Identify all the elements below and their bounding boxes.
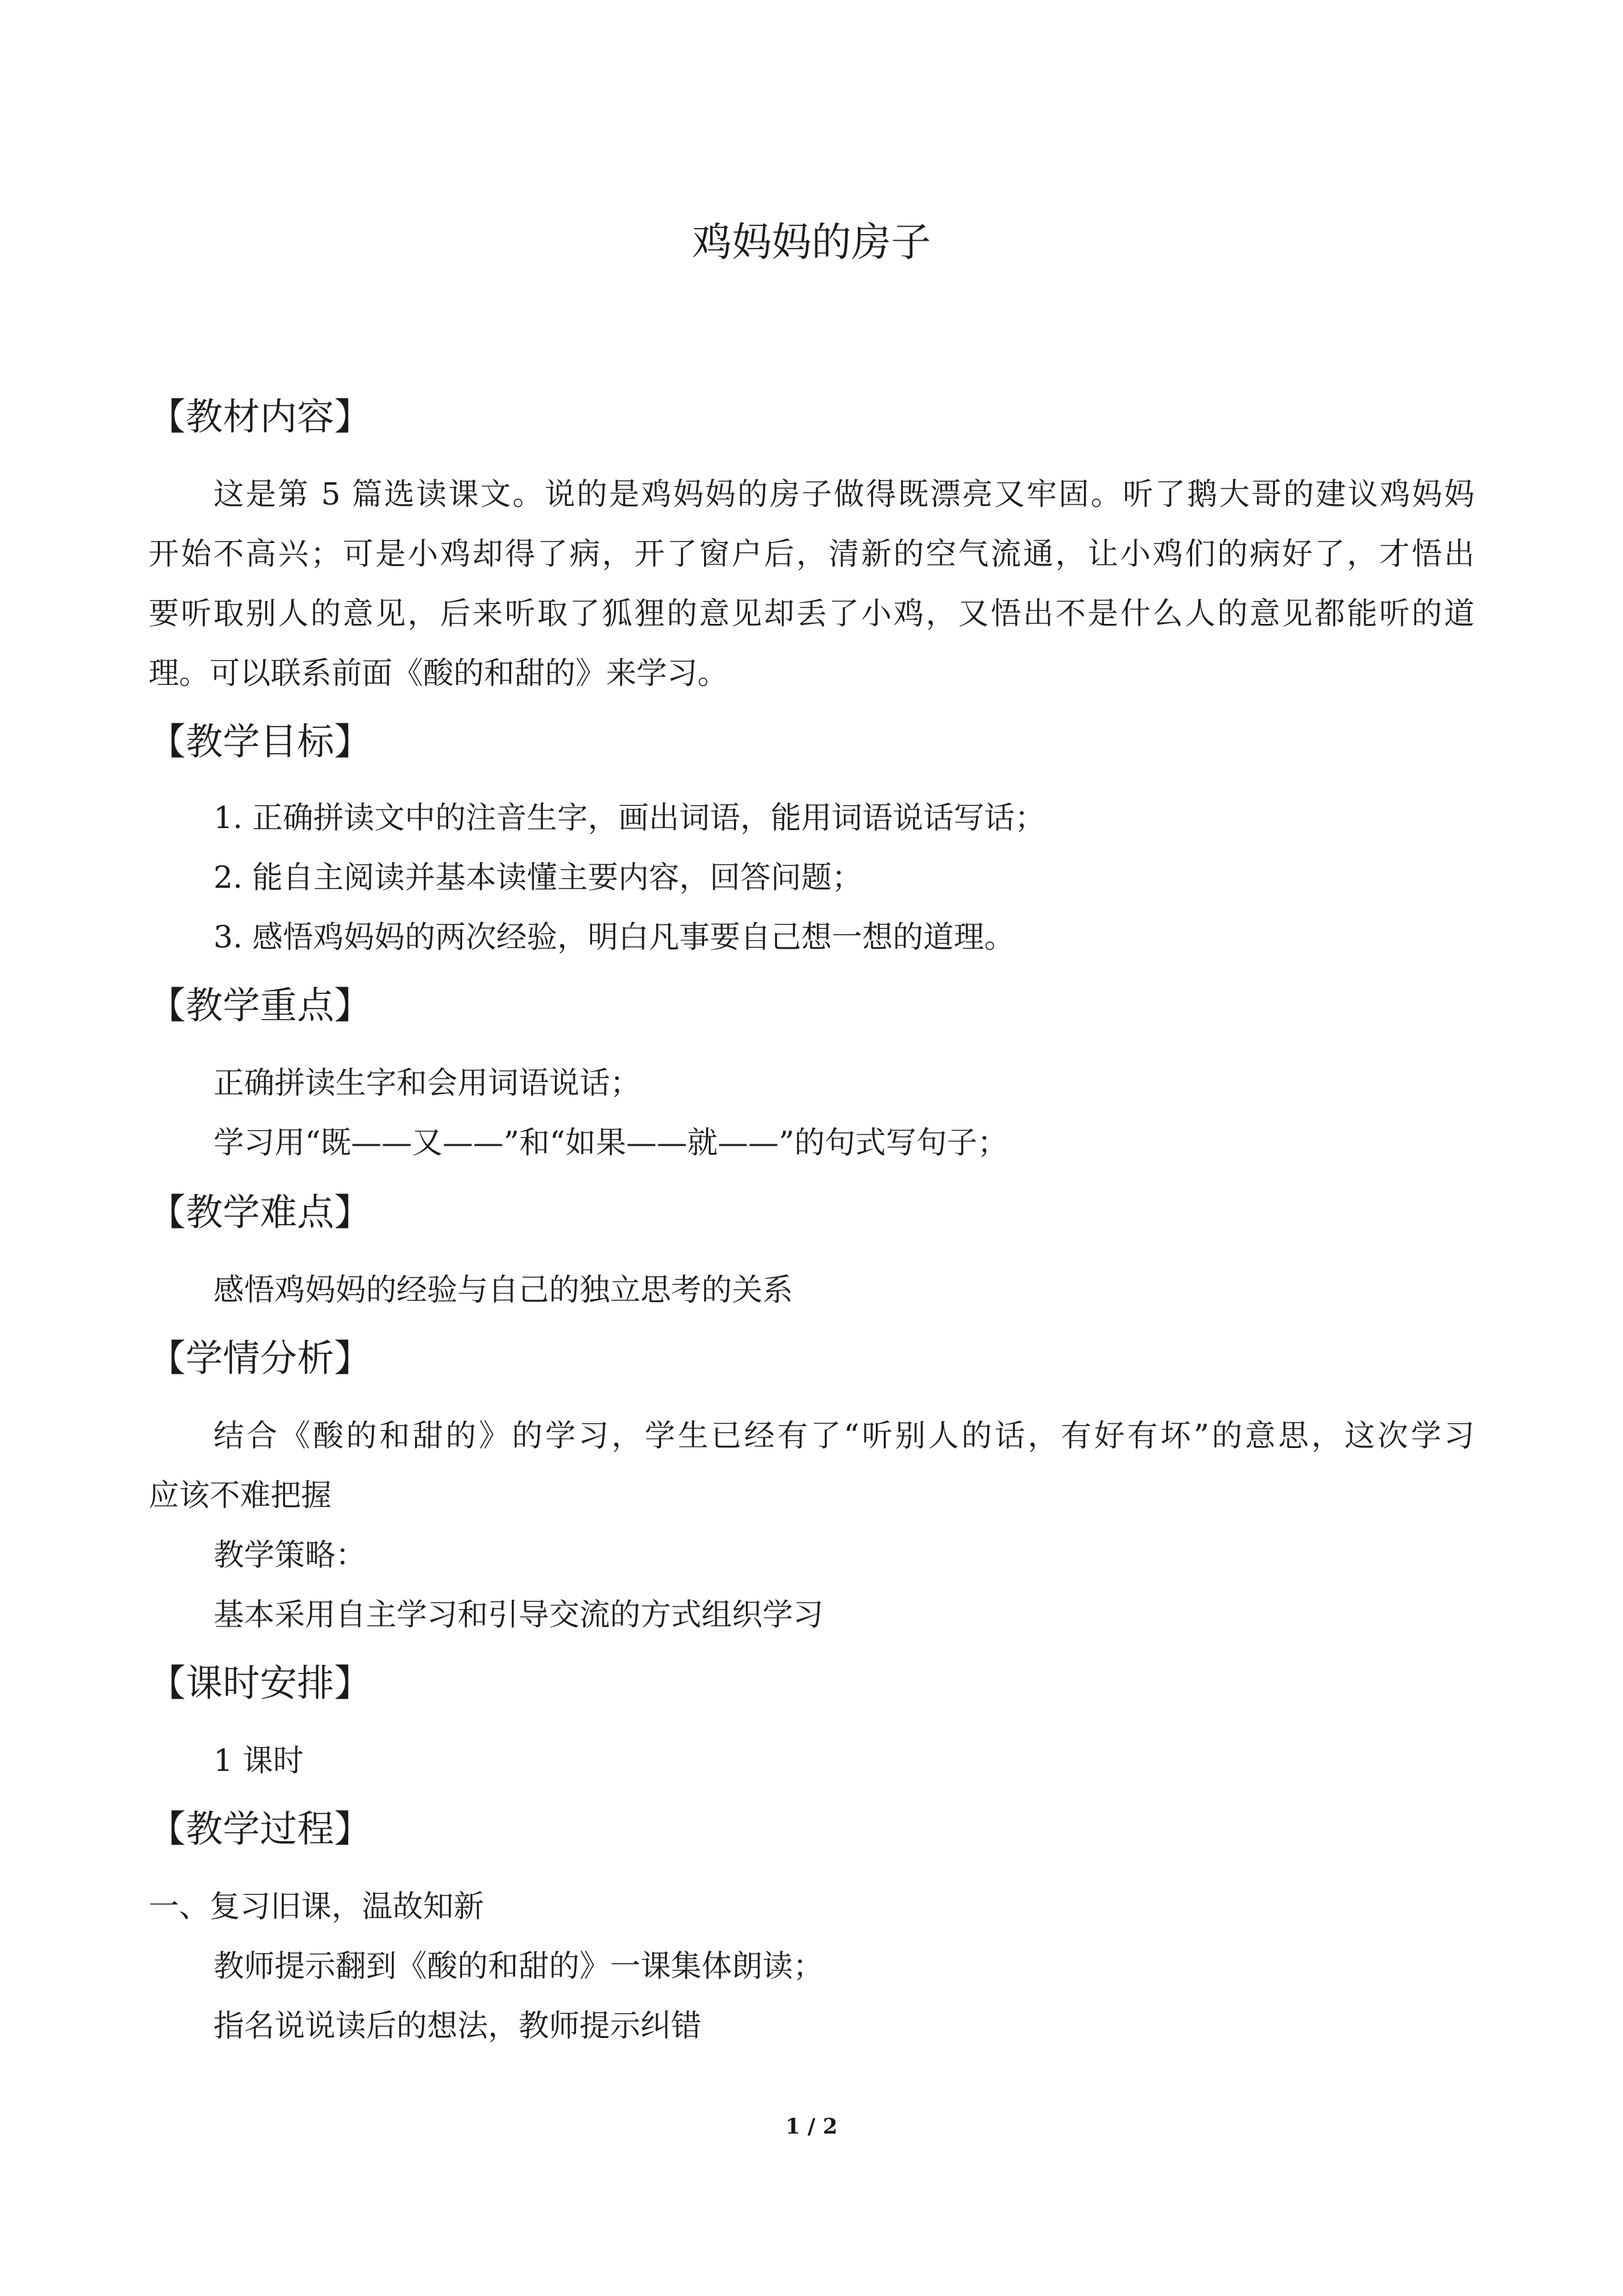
paragraph-line: 这是第 5 篇选读课文。说的是鸡妈妈的房子做得既漂亮又牢固。听了鹅大哥的建议鸡妈妈 xyxy=(213,476,1474,512)
paragraph-line: 应该不难把握 xyxy=(149,1477,331,1513)
paragraph-line: 感悟鸡妈妈的经验与自己的独立思考的关系 xyxy=(213,1272,793,1307)
section-heading-schedule: 【课时安排】 xyxy=(149,1662,371,1705)
section-heading-analysis: 【学情分析】 xyxy=(149,1337,371,1380)
section-heading-key-points: 【教学重点】 xyxy=(149,985,371,1028)
goal-item: 3. 感悟鸡妈妈的两次经验，明白凡事要自己想一想的道理。 xyxy=(213,919,1015,955)
paragraph-line: 理。可以联系前面《酸的和甜的》来学习。 xyxy=(149,655,728,691)
paragraph-line: 正确拼读生字和会用词语说话； xyxy=(213,1065,640,1101)
paragraph-line: 基本采用自主学习和引导交流的方式组织学习 xyxy=(213,1597,823,1632)
page-number: 1 / 2 xyxy=(785,2114,838,2139)
document-title: 鸡妈妈的房子 xyxy=(692,219,931,266)
paragraph-line: 教学策略： xyxy=(213,1537,366,1573)
paragraph-line: 结合《酸的和甜的》的学习，学生已经有了“听别人的话，有好有坏”的意思，这次学习 xyxy=(213,1418,1474,1453)
section-heading-content: 【教材内容】 xyxy=(149,396,371,439)
section-heading-difficulties: 【教学难点】 xyxy=(149,1191,371,1235)
section-heading-process: 【教学过程】 xyxy=(149,1808,371,1851)
paragraph-line: 1 课时 xyxy=(213,1742,304,1778)
paragraph-line: 要听取别人的意见，后来听取了狐狸的意见却丢了小鸡，又悟出不是什么人的意见都能听的道 xyxy=(149,595,1474,631)
goal-item: 1. 正确拼读文中的注音生字，画出词语，能用词语说话写话； xyxy=(213,800,1046,835)
section-heading-goals: 【教学目标】 xyxy=(149,721,371,764)
paragraph-line: 指名说说读后的想法，教师提示纠错 xyxy=(213,2008,701,2043)
process-step-heading: 一、复习旧课，温故知新 xyxy=(149,1888,484,1924)
goal-item: 2. 能自主阅读并基本读懂主要内容，回答问题； xyxy=(213,859,863,895)
paragraph-line: 教师提示翻到《酸的和甜的》一课集体朗读； xyxy=(213,1948,823,1984)
paragraph-line: 开始不高兴；可是小鸡却得了病，开了窗户后，清新的空气流通，让小鸡们的病好了，才悟出 xyxy=(149,536,1474,572)
paragraph-line: 学习用“既——又——”和“如果——就——”的句式写句子； xyxy=(213,1124,1008,1160)
